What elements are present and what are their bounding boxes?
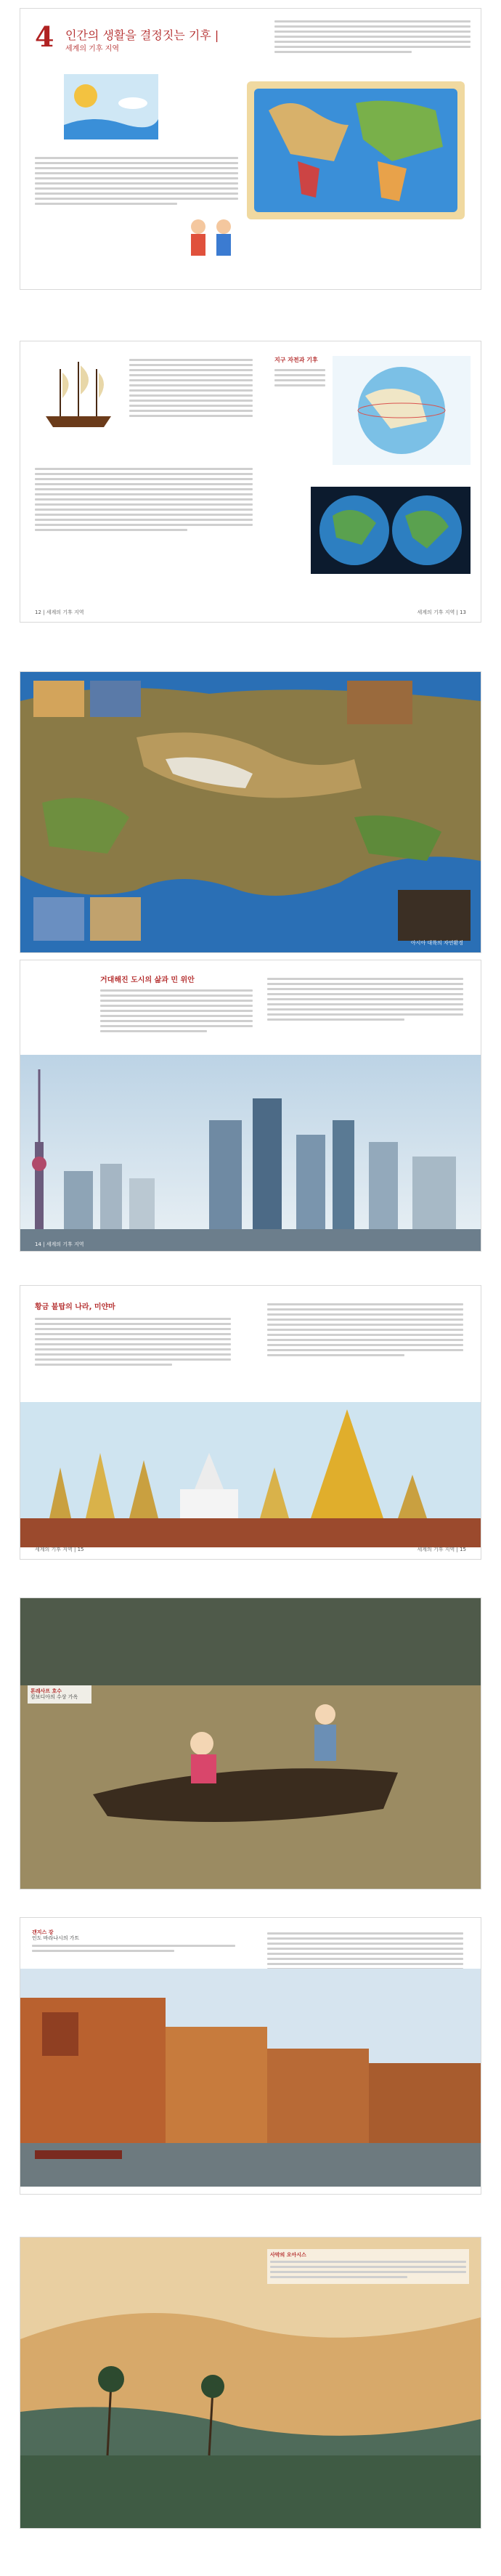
text-column-right	[267, 1300, 463, 1359]
photo-caption-box	[28, 1685, 91, 1704]
text-column-bottom	[35, 465, 253, 534]
text-column-right	[267, 975, 463, 1024]
intro-text-block	[274, 17, 471, 56]
inset-photo-bottom-right	[398, 890, 471, 941]
chapter-number: 4	[35, 20, 54, 53]
galleon-illustration	[35, 355, 122, 442]
globe-photos	[311, 487, 471, 574]
caption-title: 갠지스 강	[32, 1929, 54, 1935]
desert-caption	[267, 2249, 469, 2284]
sidebar-label: 지구 자전과 기후	[274, 357, 318, 363]
spread-2	[20, 341, 481, 622]
spread-7	[20, 1918, 481, 2194]
text-column-left	[129, 356, 253, 420]
inset-photo-bottom-mid	[90, 897, 141, 941]
inset-photo-top-mid	[90, 681, 141, 717]
caption-text: 인도 바라나시의 가트	[32, 1935, 80, 1942]
text-column-left	[35, 1315, 231, 1369]
map-caption: 아시아 대륙의 자연환경	[410, 940, 463, 946]
spread-4	[20, 960, 481, 1251]
right-page-footer: 세계의 기후 지역 | 13	[417, 609, 466, 615]
page-footer-left: 세계의 기후 지역 | 15	[35, 1547, 84, 1552]
sidebar-text	[274, 366, 325, 389]
page-footer-right: 세계의 기후 지역 | 15	[417, 1547, 466, 1552]
spread-5	[20, 1286, 481, 1559]
page-footer: 14 | 세계의 기후 지역	[35, 1242, 84, 1247]
section-heading: 황금 불탑의 나라, 미얀마	[35, 1303, 115, 1311]
boat-river-photo	[20, 1598, 481, 1889]
left-page-footer: 12 | 세계의 기후 지역	[35, 609, 84, 615]
pagoda-photo	[20, 1402, 481, 1547]
text-column-left	[100, 987, 253, 1035]
spread-8	[20, 2237, 481, 2528]
illustration-globe-scene	[64, 74, 158, 139]
varanasi-ghat-photo	[20, 1969, 481, 2187]
caption-block	[32, 1929, 235, 1955]
inset-photo-top-right	[347, 681, 412, 724]
inset-photo-bottom-left	[33, 897, 84, 941]
spread-3	[20, 672, 481, 952]
section-heading: 거대해진 도시의 삶과 민 위안	[100, 976, 195, 984]
earth-diagram	[333, 356, 471, 465]
caption-title: 사막의 오아시스	[270, 2252, 306, 2258]
chapter-title: 인간의 생활을 결정짓는 기후 |	[65, 28, 219, 42]
spread-6	[20, 1598, 481, 1889]
text-column-left	[35, 154, 238, 208]
caption-title: 톤레사프 호수	[30, 1688, 62, 1694]
shanghai-skyline-photo	[20, 1055, 481, 1251]
cartoon-children	[180, 212, 245, 263]
chapter-subtitle: 세계의 기후 지역	[65, 45, 119, 53]
inset-photo-top-left	[33, 681, 84, 717]
spread-1	[20, 9, 481, 289]
caption-text: 캄보디아의 수상 가옥	[30, 1694, 78, 1701]
world-map-illustration	[247, 81, 465, 219]
